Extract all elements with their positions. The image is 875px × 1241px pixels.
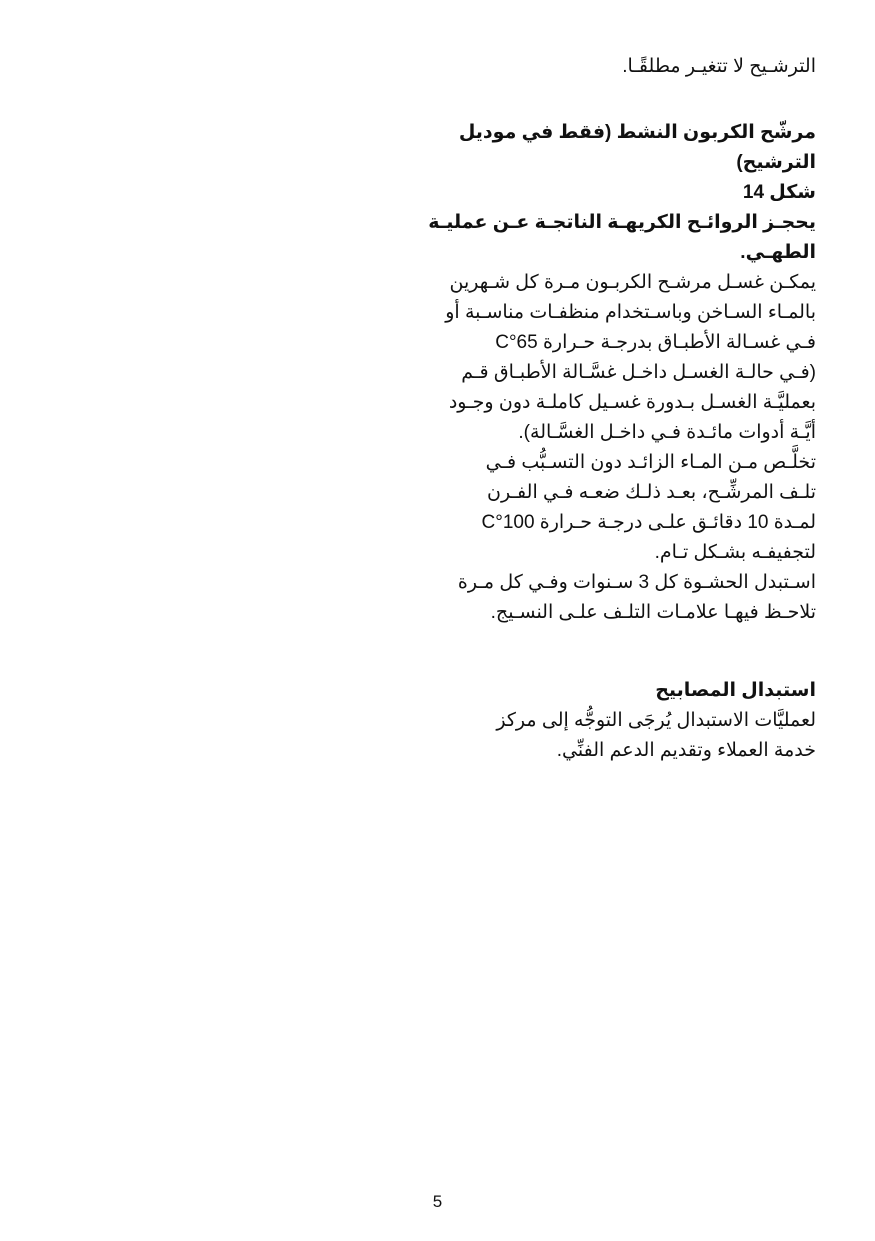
lamps-section [440, 676, 816, 766]
body-line: فـي غسـالة الأطبـاق بدرجـة حـرارة 65°C [495, 332, 816, 353]
body-line: تلاحـظ فيهـا علامـات التلـف علـى النسـيج. [490, 602, 816, 623]
page-number: 5 [432, 1192, 443, 1211]
carbon-filter-subheading-line: يحجـز الروائـح الكريهـة الناتجـة عـن عمليـة [428, 212, 816, 233]
figure-reference-line: شكل 14 [742, 182, 816, 203]
figure-reference [440, 178, 816, 208]
body-line: بالمـاء السـاخن وباسـتخدام منظفـات مناسـبة أو [445, 302, 816, 323]
body-line: تخلَّـص مـن المـاء الزائـد دون التسـبُّب فـي [485, 452, 816, 473]
body-line: يمكـن غسـل مرشـح الكربـون مـرة كل شـهرين [449, 272, 816, 293]
carbon-filter-subheading-line: الطهـي. [740, 242, 816, 263]
text-column [428, 52, 816, 766]
lamps-heading-line: استبدال المصابيح [655, 680, 816, 701]
carbon-filter-section [428, 118, 816, 628]
carbon-filter-heading-line: مرشّح الكربون النشط (فقط في موديل [458, 122, 816, 143]
body-line: (فـي حالـة الغسـل داخـل غسَّـالة الأطبـاق قـم [461, 362, 816, 383]
body-line: لمـدة 10 دقائـق علـى درجـة حـرارة 100°C [481, 512, 816, 533]
section-gap [440, 82, 816, 118]
lamps-body [440, 706, 816, 766]
intro-paragraph [440, 52, 816, 82]
body-line: لعمليَّات الاستبدال يُرجَى التوجُّه إلى مركز [496, 710, 816, 731]
body-line: اسـتبدل الحشـوة كل 3 سـنوات وفـي كل مـرة [457, 572, 816, 593]
intro-line: الترشـيح لا تتغيـر مطلقًـا. [622, 56, 816, 77]
carbon-filter-body [440, 268, 816, 628]
carbon-filter-heading-line: الترشيح) [736, 152, 816, 173]
body-line: تلـف المرشِّـح، بعـد ذلـك ضعـه فـي الفـرن [487, 482, 816, 503]
body-line: بعمليَّـة الغسـل بـدورة غسـيل كاملـة دون وجـود [448, 392, 816, 413]
section-gap [440, 628, 816, 676]
carbon-filter-heading [440, 118, 816, 178]
body-line: أيَّـة أدوات مائـدة فـي داخـل الغسَّـالة). [518, 422, 816, 443]
body-line: لتجفيفـه بشـكل تـام. [654, 542, 816, 563]
carbon-filter-subheading [428, 208, 816, 268]
body-line: خدمة العملاء وتقديم الدعم الفنِّي. [556, 740, 816, 761]
lamps-heading [440, 676, 816, 706]
